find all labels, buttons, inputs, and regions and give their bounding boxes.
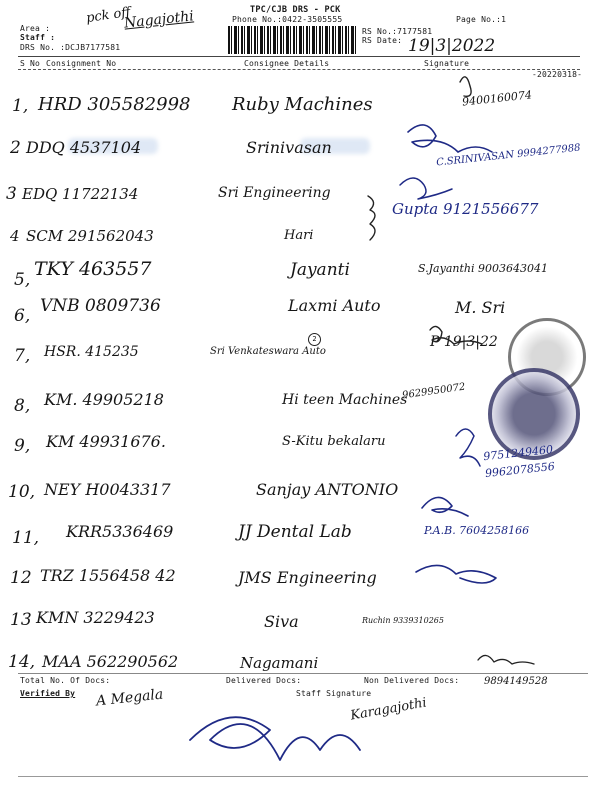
entry-number: 11, [12, 528, 40, 548]
entry-number: 2 [10, 138, 21, 158]
consignment-number: SCM 291562043 [26, 227, 154, 245]
signature-text: P 19|3|22 [430, 334, 498, 350]
phone-number: Phone No.:0422-3505555 [232, 15, 343, 24]
consignment-number: KM 49931676. [46, 432, 166, 451]
col-sno: S No [20, 59, 41, 68]
consignee-name: Jayanti [290, 260, 350, 280]
signature-text: C.SRINIVASAN 9994277988 [435, 142, 582, 169]
entry-number: 1, [12, 96, 29, 116]
entry-number: 5, [14, 270, 31, 290]
consignment-number: DDQ 4537104 [26, 138, 142, 157]
signature-text: 9629950072 [401, 381, 467, 402]
rs-date-label: RS Date: [362, 36, 403, 45]
consignment-number: HSR. 415235 [44, 344, 139, 360]
signature-text: S.Jayanthi 9003643041 [418, 262, 548, 275]
signature-text: 9751249460 9962078556 [482, 442, 556, 481]
entry-number: 13 [10, 610, 32, 630]
footer-rule [18, 673, 588, 674]
consignee-name: Nagamani [240, 654, 319, 672]
verified-by-label: Verified By [20, 689, 76, 698]
consignee-name: S-Kitu bekalaru [282, 434, 386, 449]
entry-number: 3 [6, 184, 17, 204]
signature-text: P.A.B. 7604258166 [424, 524, 530, 537]
consignee-name: JMS Engineering [238, 568, 377, 587]
signature-text: 9894149528 [484, 676, 548, 687]
col-consignee: Consignee Details [244, 59, 330, 68]
consignment-number: KMN 3229423 [36, 608, 155, 627]
rs-number: RS No.:7177581 [362, 27, 433, 36]
page-title: TPC/CJB DRS - PCK [250, 5, 341, 15]
staff-label: Staff : [20, 33, 56, 42]
consignment-number: TKY 463557 [34, 258, 152, 280]
signature-text: M. Sri [455, 298, 506, 317]
handwritten-staff: Nagajothi [123, 8, 195, 32]
consignment-number: EDQ 11722134 [22, 185, 139, 203]
staff-signed-name: Karagajothi [349, 695, 428, 724]
total-docs-label: Total No. Of Docs: [20, 676, 111, 685]
entry-number: 8, [14, 396, 31, 416]
col-signature: Signature [424, 59, 470, 68]
consignment-number: TRZ 1556458 42 [40, 566, 176, 585]
verifier-signature: A Megala [95, 686, 164, 710]
entry-number: 4 [10, 227, 20, 245]
area-label: Area : [20, 24, 51, 33]
non-delivered-docs-label: Non Delivered Docs: [364, 676, 460, 685]
entry-number: 9, [14, 436, 31, 456]
signature-text: Ruchin 9339310265 [362, 616, 444, 625]
entry-number: 7, [14, 346, 31, 366]
delivered-docs-label: Delivered Docs: [226, 676, 302, 685]
consignee-name: Sri Engineering [218, 185, 331, 201]
consignee-name: Ruby Machines [232, 94, 373, 115]
staff-signature-label: Staff Signature [296, 689, 372, 698]
consignment-number: KRR5336469 [66, 522, 174, 541]
consignment-number: VNB 0809736 [40, 296, 161, 316]
entry-number: 12 [10, 568, 32, 588]
handwritten-area: pck off [85, 4, 132, 27]
signature-text: 9400160074 [461, 88, 533, 109]
circled-mark: 2 [308, 333, 321, 346]
col-consignment: Consignment No [46, 59, 117, 68]
consignee-name: Hari [284, 228, 314, 243]
bottom-border [18, 776, 588, 777]
consignee-name: JJ Dental Lab [238, 522, 352, 542]
consignee-name: Hi teen Machines [282, 392, 408, 408]
signature-text: Gupta 9121556677 [392, 200, 539, 218]
consignee-name: Laxmi Auto [288, 296, 381, 315]
page-number: Page No.:1 [456, 15, 507, 24]
consignee-name: Srinivasan [246, 138, 332, 157]
consignee-name: Sanjay ANTONIO [256, 480, 399, 499]
print-code: -20220318- [532, 70, 583, 79]
entry-number: 10, [8, 482, 36, 502]
entry-number: 6, [14, 306, 31, 326]
consignee-name: Sri Venkateswara Auto [210, 346, 326, 357]
consignment-number: MAA 562290562 [42, 652, 179, 671]
consignment-number: HRD 305582998 [38, 94, 191, 115]
handwritten-date: 19|3|2022 [408, 36, 496, 56]
consignment-number: KM. 49905218 [44, 390, 164, 409]
entry-number: 14, [8, 652, 36, 672]
consignment-number: NEY H0043317 [44, 480, 171, 499]
consignee-name: Siva [264, 612, 299, 631]
drs-number: DRS No. :DCJB7177581 [20, 43, 121, 52]
